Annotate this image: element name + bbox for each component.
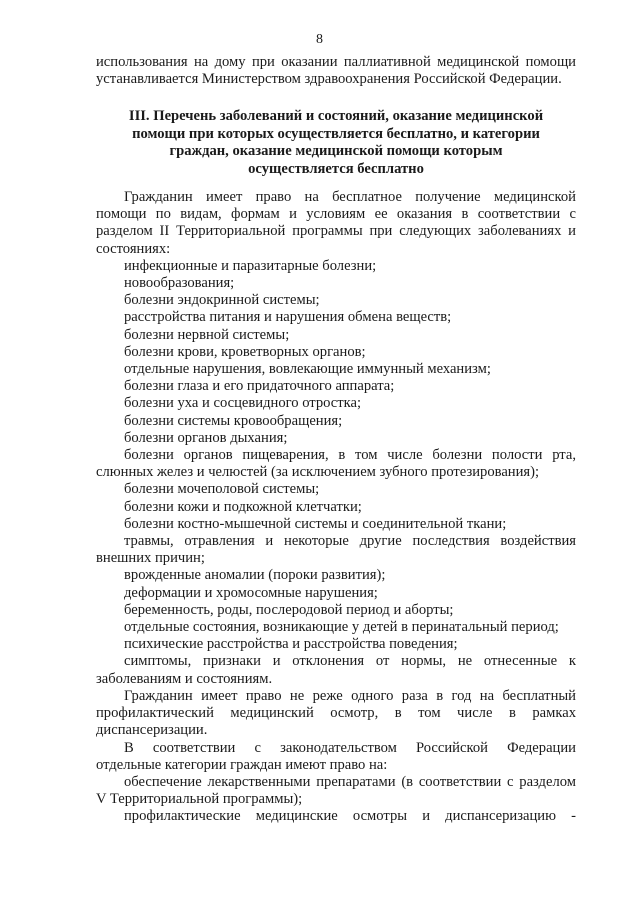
paragraph-line: состояниях: <box>96 240 171 257</box>
list-item: отдельные состояния, возникающие у детей в перинатальный период; <box>124 619 559 636</box>
list-item: новообразования; <box>124 275 235 292</box>
list-item: болезни кожи и подкожной клетчатки; <box>124 498 362 515</box>
list-item: болезни системы кровообращения; <box>124 412 343 429</box>
paragraph-line: В соответствии с законодательством Российской Федерации <box>124 739 576 756</box>
list-item-line: обеспечение лекарственными препаратами (в соответствии с разделом <box>124 773 576 790</box>
list-item-line: внешних причин; <box>96 550 205 567</box>
list-item: болезни костно-мышечной системы и соединительной ткани; <box>124 515 507 532</box>
list-item: болезни органов дыхания; <box>124 429 288 446</box>
list-item: расстройства питания и нарушения обмена веществ; <box>124 309 452 326</box>
list-item-line: травмы, отравления и некоторые другие последствия воздействия <box>124 533 576 550</box>
list-item: болезни глаза и его придаточного аппарата; <box>124 378 395 395</box>
list-item: инфекционные и паразитарные болезни; <box>124 257 377 274</box>
list-item-drugs <box>96 774 576 808</box>
heading-line: III. Перечень заболеваний и состояний, оказание медицинской <box>128 108 544 124</box>
list-item: врожденные аномалии (пороки развития); <box>124 567 386 584</box>
paragraph-rights <box>96 189 576 258</box>
list-item-line: симптомы, признаки и отклонения от нормы, не отнесенные к <box>124 653 576 670</box>
paragraph-line: профилактический медицинский осмотр, в том числе в рамках <box>96 705 576 722</box>
list-item-line: V Территориальной программы); <box>96 791 303 808</box>
list-item-line: болезни органов пищеварения, в том числе болезни полости рта, <box>124 447 576 464</box>
paragraph-checkup-right <box>96 688 576 740</box>
intro-line: использования на дому при оказании паллиативной медицинской помощи <box>96 54 576 70</box>
list-item-line: профилактические медицинские осмотры и диспансеризацию - <box>124 808 576 825</box>
list-item: психические расстройства и расстройства поведения; <box>124 636 458 653</box>
list-item-digestive <box>96 447 576 481</box>
list-item-checkups <box>96 808 576 825</box>
intro-line: устанавливается Министерством здравоохранения Российской Федерации. <box>96 71 562 88</box>
list-item: болезни эндокринной системы; <box>124 292 320 309</box>
list-item-symptoms <box>96 653 576 687</box>
list-item: болезни крови, кроветворных органов; <box>124 343 366 360</box>
page-number: 8 <box>316 32 323 47</box>
list-item: отдельные нарушения, вовлекающие иммунный механизм; <box>124 361 491 378</box>
list-item: болезни уха и сосцевидного отростка; <box>124 395 362 412</box>
list-item: болезни мочеполовой системы; <box>124 481 320 498</box>
paragraph-line: помощи по видам, формам и условиям ее оказания в соответствии с <box>96 206 576 223</box>
paragraph-line: разделом II Территориальной программы при следующих заболеваниях и <box>96 223 576 240</box>
list-item: беременность, роды, послеродовой период и аборты; <box>124 601 454 618</box>
list-item-trauma <box>96 533 576 567</box>
heading-line: осуществляется бесплатно <box>248 160 424 177</box>
list-item-line: слюнных желез и челюстей (за исключением зубного протезирования); <box>96 464 540 481</box>
heading-line: граждан, оказание медицинской помощи которым <box>169 143 503 160</box>
section-body <box>96 189 576 826</box>
section-heading <box>96 108 576 178</box>
list-item: деформации и хромосомные нарушения; <box>124 584 378 601</box>
paragraph-line: диспансеризации. <box>96 722 208 739</box>
paragraph-categories <box>96 740 576 774</box>
intro-paragraph <box>96 54 576 88</box>
heading-line: помощи при которых осуществляется бесплатно, и категории <box>132 125 540 142</box>
list-item-line: заболеваниям и состояниям. <box>96 670 273 687</box>
paragraph-line: отдельные категории граждан имеют право на: <box>96 756 388 773</box>
list-item: болезни нервной системы; <box>124 326 290 343</box>
paragraph-line: Гражданин имеет право не реже одного раза в год на бесплатный <box>124 687 576 704</box>
paragraph-line: Гражданин имеет право на бесплатное получение медицинской <box>124 189 576 205</box>
disease-list <box>96 258 576 688</box>
